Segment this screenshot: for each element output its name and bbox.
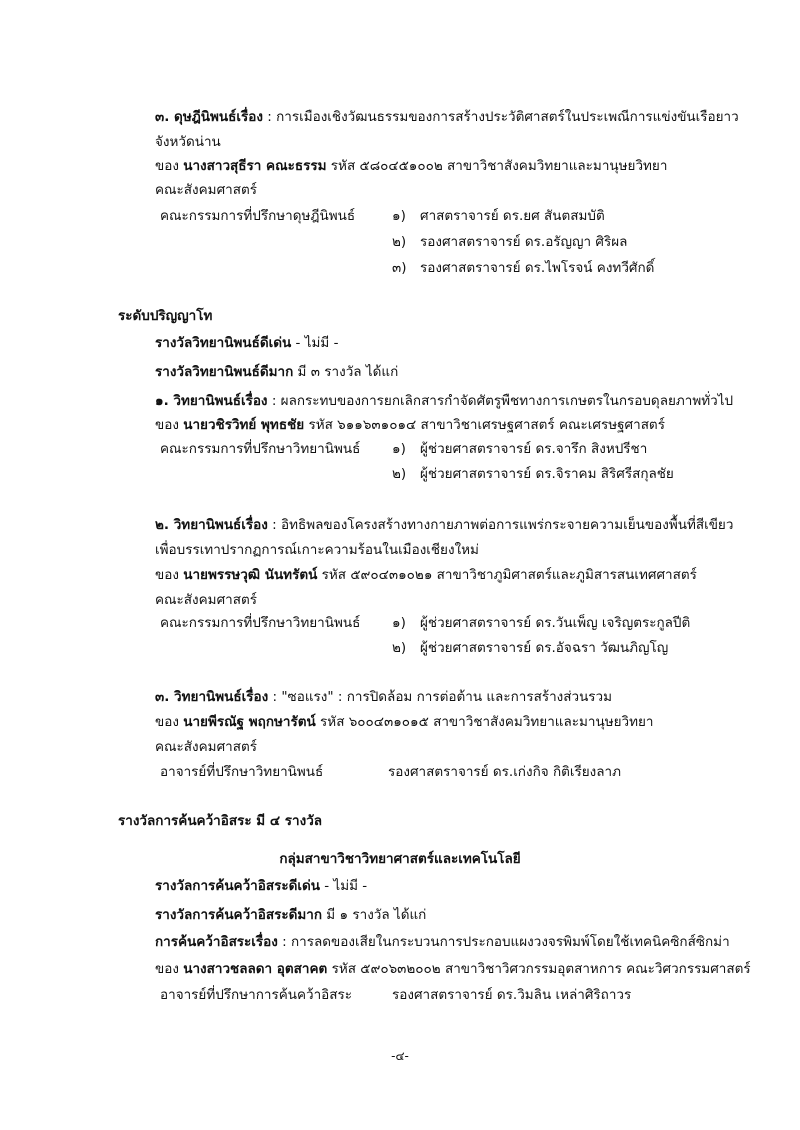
thesis2-title-cont: เพื่อบรรเทาปรากฏการณ์เกาะความร้อนในเมืองเชียงใหม่ [155, 542, 479, 558]
thesis3-advisor: รองศาสตราจารย์ ดร.เก่งกิจ กิติเรียงลาภ [388, 764, 622, 780]
thesis1-advisor-2: ผู้ช่วยศาสตราจารย์ ดร.จิราคม สิริศรีสกุลชัย [420, 466, 674, 482]
thesis1-author-line [155, 416, 665, 434]
is-section-heading: รางวัลการค้นคว้าอิสระ มี ๔ รางวัล [118, 813, 323, 829]
phd-item3-author: นางสาวสุธีรา คณะธรรม [183, 158, 327, 174]
thesis1-info: รหัส ๖๑๑๖๓๑๐๑๔ สาขาวิชาเศรษฐศาสตร์ คณะเศรษฐศาสตร์ [304, 417, 665, 433]
phd-item3-advisor-1: ศาสตราจารย์ ดร.ยศ สันตสมบัติ [420, 208, 605, 224]
thesis2-faculty: คณะสังคมศาสตร์ [155, 592, 257, 608]
thesis2-advisor-2-num: ๒) [392, 640, 407, 656]
thesis2-advisor-2: ผู้ช่วยศาสตราจารย์ ดร.อัจฉรา วัฒนภิญโญ [420, 640, 669, 656]
thesis2-committee-label: คณะกรรมการที่ปรึกษาวิทยานิพนธ์ [160, 615, 361, 631]
phd-item3-author-line [155, 157, 667, 175]
thesis1-title-line [155, 392, 733, 410]
is-verygood-label: รางวัลการค้นคว้าอิสระดีมาก [155, 907, 323, 923]
is-of: ของ [155, 961, 179, 977]
thesis3-title-line [155, 688, 612, 706]
thesis3-of: ของ [155, 714, 179, 730]
phd-item3-info: รหัส ๕๘๐๔๕๑๐๐๒ สาขาวิชาสังคมวิทยาและมานุษยวิทยา [330, 158, 668, 174]
is-verygood-value: มี ๑ รางวัล ได้แก่ [322, 907, 427, 923]
is-heading: การค้นคว้าอิสระเรื่อง [155, 934, 278, 950]
thesis2-heading: ๒. วิทยานิพนธ์เรื่อง [155, 517, 268, 533]
masters-verygood-label: รางวัลวิทยานิพนธ์ดีมาก [155, 364, 294, 380]
masters-outstanding-line [155, 334, 338, 352]
phd-item3-advisor-1-num: ๑) [392, 208, 406, 224]
thesis2-title-line [155, 516, 733, 534]
thesis2-author-line [155, 566, 697, 584]
thesis2-author: นายพรรษวุฒิ นันทรัตน์ [183, 567, 318, 583]
is-info: รหัส ๕๙๐๖๓๒๐๐๒ สาขาวิชาวิศวกรรมอุตสาหการ คณะวิศวกรรมศาสตร์ [327, 961, 751, 977]
is-title-line [155, 933, 730, 951]
is-advisor: รองศาสตราจารย์ ดร.วิมลิน เหล่าศิริถาวร [392, 987, 632, 1003]
thesis1-advisor-1-num: ๑) [392, 441, 406, 457]
is-author: นางสาวชลลดา อุตสาคต [183, 961, 328, 977]
phd-item3-title-line [155, 108, 739, 126]
thesis3-advisor-label: อาจารย์ที่ปรึกษาวิทยานิพนธ์ [160, 764, 324, 780]
phd-item3-advisor-2-num: ๒) [392, 234, 407, 250]
thesis2-advisor-1: ผู้ช่วยศาสตราจารย์ ดร.วันเพ็ญ เจริญตระกูลปีติ [420, 615, 691, 631]
masters-outstanding-value: - ไม่มี - [291, 335, 339, 351]
is-group-heading: กลุ่มสาขาวิชาวิทยาศาสตร์และเทคโนโลยี [279, 851, 521, 867]
is-outstanding-line [155, 877, 367, 895]
phd-item3-committee-label: คณะกรรมการที่ปรึกษาดุษฎีนิพนธ์ [160, 208, 356, 224]
thesis2-advisor-1-num: ๑) [392, 615, 406, 631]
phd-item3-of: ของ [155, 158, 179, 174]
is-advisor-label: อาจารย์ที่ปรึกษาการค้นคว้าอิสระ [160, 987, 353, 1003]
thesis1-of: ของ [155, 417, 179, 433]
thesis1-title: : ผลกระทบของการยกเลิกสารกำจัดศัตรูพืชทางการเกษตรในกรอบดุลยภาพทั่วไป [267, 393, 734, 409]
phd-item3-title-cont: จังหวัดน่าน [155, 134, 221, 150]
masters-level-heading: ระดับปริญญาโท [118, 308, 213, 324]
is-verygood-line [155, 906, 426, 924]
thesis1-heading: ๑. วิทยานิพนธ์เรื่อง [155, 393, 268, 409]
is-outstanding-label: รางวัลการค้นคว้าอิสระดีเด่น [155, 878, 320, 894]
is-title: : การลดของเสียในกระบวนการประกอบแผงวงจรพิมพ์โดยใช้เทคนิคซิกส์ซิกม่า [277, 934, 730, 950]
phd-item3-advisor-3-num: ๓) [392, 260, 407, 276]
thesis3-faculty: คณะสังคมศาสตร์ [155, 739, 257, 755]
thesis3-info: รหัส ๖๐๐๔๓๑๐๑๕ สาขาวิชาสังคมวิทยาและมานุษยวิทยา [315, 714, 654, 730]
is-author-line [155, 960, 751, 978]
page-number: -๔- [391, 1049, 409, 1063]
thesis3-heading: ๓. วิทยานิพนธ์เรื่อง [155, 689, 269, 705]
phd-item3-title: : การเมืองเชิงวัฒนธรรมของการสร้างประวัติศาสตร์ในประเพณีการแข่งขันเรือยาว [262, 109, 739, 125]
thesis1-author: นายวชิรวิทย์ พุทธชัย [183, 417, 305, 433]
is-outstanding-value: - ไม่มี - [319, 878, 368, 894]
thesis2-of: ของ [155, 567, 179, 583]
thesis3-title: : "ซอแรง" : การปิดล้อม การต่อต้าน และการสร้างส่วนรวม [268, 689, 613, 705]
masters-outstanding-label: รางวัลวิทยานิพนธ์ดีเด่น [155, 335, 292, 351]
phd-item3-advisor-3: รองศาสตราจารย์ ดร.ไพโรจน์ คงทวีศักดิ์ [420, 260, 655, 276]
thesis1-committee-label: คณะกรรมการที่ปรึกษาวิทยานิพนธ์ [160, 441, 361, 457]
masters-verygood-value: มี ๓ รางวัล ได้แก่ [293, 364, 399, 380]
thesis1-advisor-1: ผู้ช่วยศาสตราจารย์ ดร.จารึก สิงหปรีชา [420, 441, 648, 457]
phd-item3-heading: ๓. ดุษฎีนิพนธ์เรื่อง [155, 109, 263, 125]
phd-item3-faculty: คณะสังคมศาสตร์ [155, 182, 257, 198]
thesis3-author: นายพีรณัฐ พฤกษารัตน์ [183, 714, 316, 730]
masters-verygood-line [155, 363, 398, 381]
phd-item3-advisor-2: รองศาสตราจารย์ ดร.อรัญญา ศิริผล [420, 234, 628, 250]
thesis3-author-line [155, 713, 654, 731]
thesis1-advisor-2-num: ๒) [392, 466, 407, 482]
thesis2-info: รหัส ๕๙๐๔๓๑๐๒๑ สาขาวิชาภูมิศาสตร์และภูมิสารสนเทศศาสตร์ [317, 567, 697, 583]
thesis2-title: : อิทธิพลของโครงสร้างทางกายภาพต่อการแพร่กระจายความเย็นของพื้นที่สีเขียว [267, 517, 734, 533]
